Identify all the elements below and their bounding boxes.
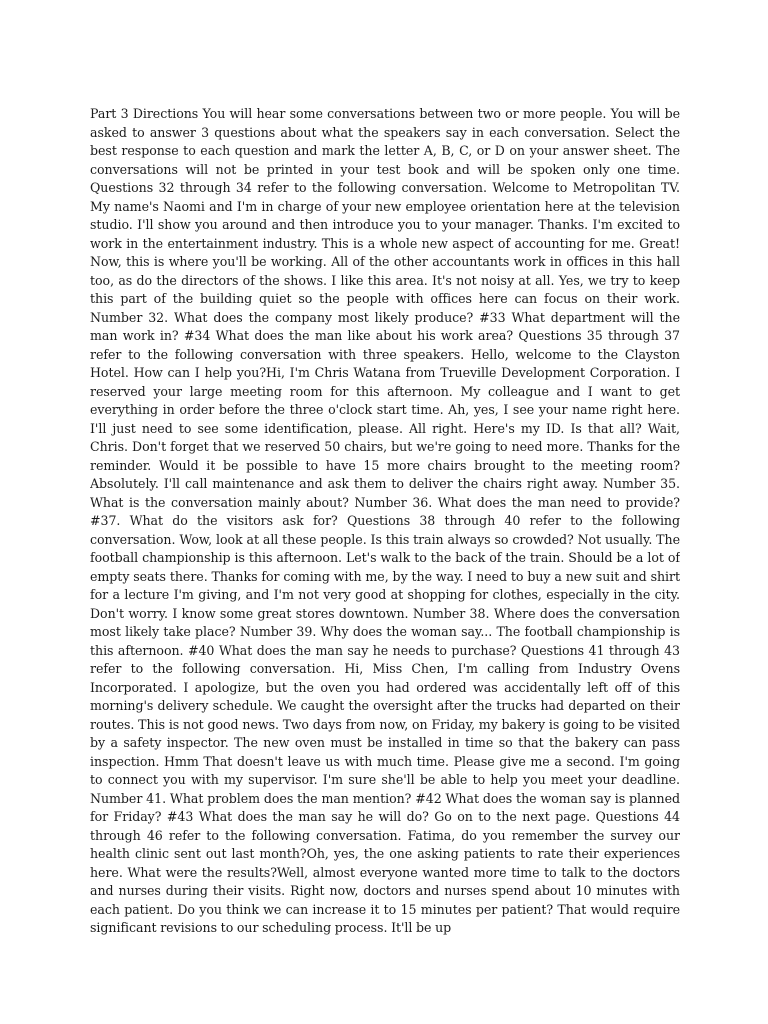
document-page (90, 105, 680, 955)
document-body-text: Part 3 Directions You will hear some conversations between two or more people. You will be asked to answer 3 questions about what the speakers say in each conversation. Select the best response to each question and mark the letter A, B, C, or D on your answer sheet. The conversations will not be printed in your test book and will be spoken only one time. Questions 32 through 34 refer to the following conversation. Welcome to Metropolitan TV. My name's Naomi and I'm in charge of your new employee orientation here at the television studio. I'll show you around and then introduce you to your manager. Thanks. I'm excited to work in the entertainment industry. This is a whole new aspect of accounting for me. Great! Now, this is where you'll be working. All of the other accountants work in offices in this hall too, as do the directors of the shows. I like this area. It's not noisy at all. Yes, we try to keep this part of the building quiet so the people with offices here can focus on their work. Number 32. What does the company most likely produce? #33 What department will the man work in? #34 What does the man like about his work area? Questions 35 through 37 refer to the following conversation with three speakers. Hello, welcome to the Clayston Hotel. How can I help you?Hi, I'm Chris Watana from Trueville Development Corporation. I reserved your large meeting room for this afternoon. My colleague and I want to get everything in order before the three o'clock start time. Ah, yes, I see your name right here. I'll just need to see some identification, please. All right. Here's my ID. Is that all? Wait, Chris. Don't forget that we reserved 50 chairs, but we're going to need more. Thanks for the reminder. Would it be possible to have 15 more chairs brought to the meeting room?Absolutely. I'll call maintenance and ask them to deliver the chairs right away. Number 35. What is the conversation mainly about? Number 36. What does the man need to provide? #37. What do the visitors ask for? Questions 38 through 40 refer to the following conversation. Wow, look at all these people. Is this train always so crowded? Not usually. The football championship is this afternoon. Let's walk to the back of the train. Should be a lot of empty seats there. Thanks for coming with me, by the way. I need to buy a new suit and shirt for a lecture I'm giving, and I'm not very good at shopping for clothes, especially in the city. Don't worry. I know some great stores downtown. Number 38. Where does the conversation most likely take place? Number 39. Why does the woman say... The football championship is this afternoon. #40 What does the man say he needs to purchase? Questions 41 through 43 refer to the following conversation. Hi, Miss Chen, I'm calling from Industry Ovens Incorporated. I apologize, but the oven you had ordered was accidentally left off of this morning's delivery schedule. We caught the oversight after the trucks had departed on their routes. This is not good news. Two days from now, on Friday, my bakery is going to be visited by a safety inspector. The new oven must be installed in time so that the bakery can pass inspection. Hmm That doesn't leave us with much time. Please give me a second. I'm going to connect you with my supervisor. I'm sure she'll be able to help you meet your deadline. Number 41. What problem does the man mention? #42 What does the woman say is planned for Friday? #43 What does the man say he will do? Go on to the next page. Questions 44 through 46 refer to the following conversation. Fatima, do you remember the survey our health clinic sent out last month?Oh, yes, the one asking patients to rate their experiences here. What were the results?Well, almost everyone wanted more time to talk to the doctors and nurses during their visits. Right now, doctors and nurses spend about 10 minutes with each patient. Do you think we can increase it to 15 minutes per patient? That would require significant revisions to our scheduling process. It'll be up (90, 106, 680, 935)
